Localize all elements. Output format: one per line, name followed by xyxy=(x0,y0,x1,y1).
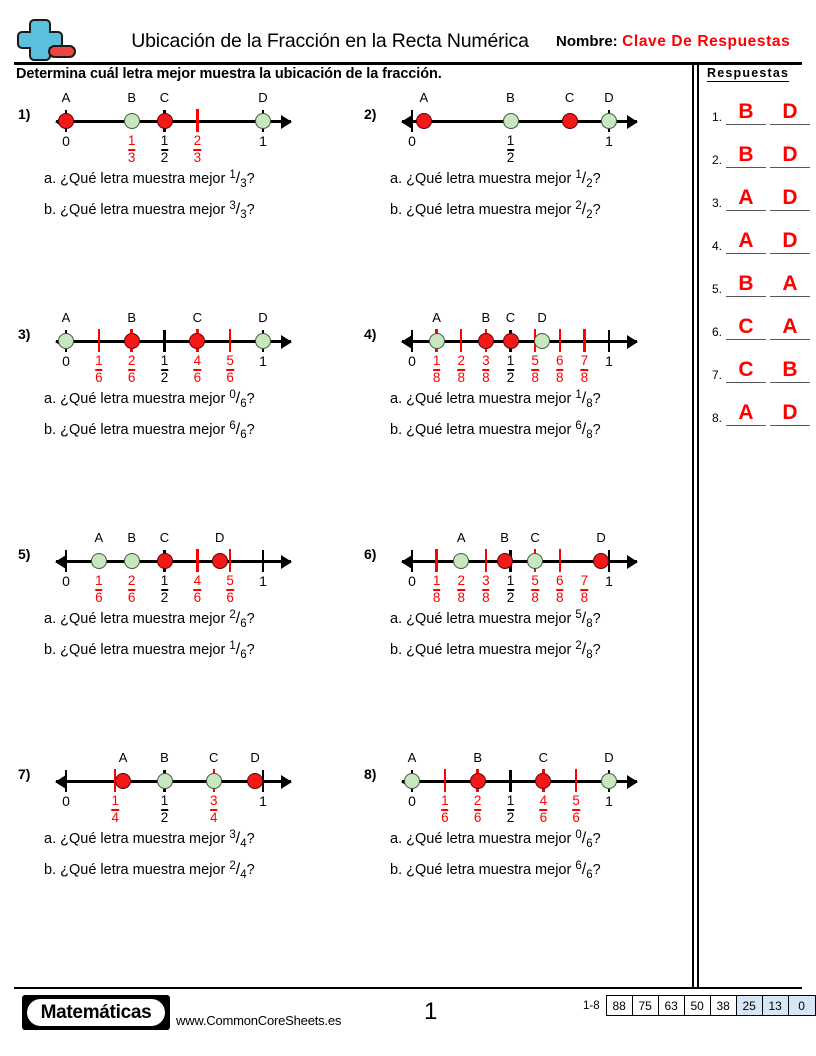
point-marker[interactable] xyxy=(124,113,140,129)
question-b: b. ¿Qué letra muestra mejor $^6/_6$? xyxy=(390,860,601,881)
tick-mark xyxy=(559,549,561,572)
tick-mark xyxy=(163,330,165,352)
tick-mark xyxy=(509,770,511,792)
tick-label: $\frac{4}{6}$ xyxy=(539,793,548,826)
tick-label: $\frac{1}{2}$ xyxy=(506,793,515,826)
point-letter: D xyxy=(604,750,614,765)
point-letter: D xyxy=(604,90,614,105)
point-marker[interactable] xyxy=(535,773,551,789)
answer-slot-b[interactable]: B xyxy=(770,359,810,383)
tick-label: $\frac{1}{2}$ xyxy=(160,793,169,826)
point-letter: C xyxy=(159,90,170,105)
inline-fraction: $^2/_4$ xyxy=(229,860,247,881)
tick-mark xyxy=(262,550,264,572)
inline-fraction: $^1/_2$ xyxy=(575,169,593,190)
tick-mark xyxy=(196,109,198,132)
problem-8 xyxy=(346,746,692,972)
tick-label: $\frac{5}{6}$ xyxy=(226,573,234,606)
number-line xyxy=(402,310,637,386)
point-letter: A xyxy=(118,750,128,765)
tick-label: 1 xyxy=(605,353,613,369)
tick-label: $\frac{3}{8}$ xyxy=(482,353,490,386)
answer-row xyxy=(707,125,816,168)
grading-scale-cell: 38 xyxy=(711,996,737,1015)
arrow-right-icon xyxy=(281,775,292,789)
answer-rows xyxy=(703,82,816,426)
instruction-text: Determina cuál letra mejor muestra la ubicación de la fracción. xyxy=(16,66,442,82)
tick-label: $\frac{1}{2}$ xyxy=(506,133,515,166)
problem-number: 5) xyxy=(18,546,31,562)
tick-label: 1 xyxy=(259,133,267,149)
point-marker[interactable] xyxy=(157,113,173,129)
name-field xyxy=(556,33,790,51)
subject-badge-label: Matemáticas xyxy=(27,999,165,1026)
point-marker[interactable] xyxy=(601,113,617,129)
tick-label: 0 xyxy=(62,133,70,149)
grading-scale-cell: 0 xyxy=(789,996,815,1015)
answer-row-number: 8. xyxy=(711,411,722,425)
question-b: b. ¿Qué letra muestra mejor $^6/_8$? xyxy=(390,420,601,441)
tick-label: $\frac{1}{2}$ xyxy=(506,573,515,606)
tick-label: 0 xyxy=(408,353,416,369)
point-letter: A xyxy=(456,530,466,545)
problem-number: 6) xyxy=(364,546,377,562)
tick-label: $\frac{7}{8}$ xyxy=(580,573,589,606)
tick-label: $\frac{4}{6}$ xyxy=(193,573,202,606)
point-letter: D xyxy=(250,750,260,765)
tick-label: $\frac{6}{8}$ xyxy=(555,353,564,386)
question-a: a. ¿Qué letra muestra mejor $^2/_6$? xyxy=(44,609,255,630)
point-marker[interactable] xyxy=(189,333,205,349)
answer-column-divider-right xyxy=(697,62,699,987)
point-marker[interactable] xyxy=(115,773,131,789)
problem-number: 7) xyxy=(18,766,31,782)
question-b: b. ¿Qué letra muestra mejor $^2/_4$? xyxy=(44,860,255,881)
tick-label: $\frac{5}{8}$ xyxy=(531,353,539,386)
point-marker[interactable] xyxy=(124,553,140,569)
tick-mark xyxy=(559,329,561,352)
point-marker[interactable] xyxy=(212,553,228,569)
tick-mark xyxy=(460,329,462,352)
inline-fraction: $^2/_6$ xyxy=(229,609,247,630)
tick-label: 1 xyxy=(259,793,267,809)
inline-fraction: $^3/_4$ xyxy=(229,829,247,850)
question-b: b. ¿Qué letra muestra mejor $^1/_6$? xyxy=(44,640,255,661)
tick-label: $\frac{1}{8}$ xyxy=(432,573,441,606)
tick-mark xyxy=(485,549,487,572)
subject-badge xyxy=(22,995,170,1030)
point-letter: A xyxy=(419,90,429,105)
number-line xyxy=(56,310,291,386)
point-letter: C xyxy=(209,750,219,765)
point-letter: B xyxy=(500,530,509,545)
question-a: a. ¿Qué letra muestra mejor $^0/_6$? xyxy=(44,389,255,410)
number-line xyxy=(56,530,291,606)
tick-label: $\frac{2}{3}$ xyxy=(193,133,202,166)
problem-5 xyxy=(0,526,346,746)
point-letter: A xyxy=(432,310,441,325)
tick-label: 1 xyxy=(259,353,267,369)
point-letter: C xyxy=(159,530,170,545)
problem-1 xyxy=(0,86,346,306)
tick-label: $\frac{6}{8}$ xyxy=(555,573,564,606)
question-b: b. ¿Qué letra muestra mejor $^6/_6$? xyxy=(44,420,255,441)
answer-slot-b[interactable]: D xyxy=(770,144,810,168)
tick-label: 0 xyxy=(62,573,70,589)
arrow-right-icon xyxy=(281,555,292,569)
point-letter: A xyxy=(407,750,417,765)
problem-4 xyxy=(346,306,692,526)
point-letter: B xyxy=(481,310,491,325)
name-value: Clave De Respuestas xyxy=(622,33,791,50)
tick-label: $\frac{5}{6}$ xyxy=(226,353,234,386)
answer-slot-a[interactable]: C xyxy=(726,316,766,340)
inline-fraction: $^6/_6$ xyxy=(229,420,247,441)
grading-scale-cell: 88 xyxy=(607,996,633,1015)
point-marker[interactable] xyxy=(593,553,609,569)
answer-slot-a[interactable]: B xyxy=(726,144,766,168)
tick-mark xyxy=(444,769,446,792)
question-a: a. ¿Qué letra muestra mejor $^3/_4$? xyxy=(44,829,255,850)
point-letter: C xyxy=(505,310,516,325)
arrow-right-icon xyxy=(281,115,292,129)
page-header xyxy=(0,0,816,63)
tick-label: $\frac{1}{6}$ xyxy=(95,353,103,386)
plus-minus-logo-icon xyxy=(14,18,80,62)
answer-row-number: 4. xyxy=(711,239,722,253)
point-letter: C xyxy=(530,530,540,545)
answer-row xyxy=(707,211,816,254)
footer-divider xyxy=(14,987,802,989)
problem-7 xyxy=(0,746,346,972)
point-marker[interactable] xyxy=(91,553,107,569)
arrow-right-icon xyxy=(627,115,638,129)
header-divider xyxy=(14,62,802,65)
problem-row xyxy=(0,86,692,306)
question-a: a. ¿Qué letra muestra mejor $^1/_3$? xyxy=(44,169,255,190)
answer-slot-b[interactable]: D xyxy=(770,187,810,211)
point-marker[interactable] xyxy=(453,553,469,569)
grading-scale-cell: 25 xyxy=(737,996,763,1015)
tick-label: 0 xyxy=(408,793,416,809)
tick-mark xyxy=(65,770,67,792)
number-line xyxy=(56,90,291,166)
grading-scale-cell: 63 xyxy=(659,996,685,1015)
number-line xyxy=(402,750,637,826)
tick-label: $\frac{5}{6}$ xyxy=(572,793,580,826)
grading-scale-range: 1-8 xyxy=(583,999,600,1012)
answer-slot-a[interactable]: B xyxy=(726,101,766,125)
tick-mark xyxy=(229,549,231,572)
point-letter: A xyxy=(61,310,71,325)
arrow-right-icon xyxy=(627,555,638,569)
website-url: www.CommonCoreSheets.es xyxy=(176,1013,342,1028)
point-marker[interactable] xyxy=(527,553,543,569)
grading-scale-cell: 13 xyxy=(763,996,789,1015)
inline-fraction: $^1/_6$ xyxy=(229,640,247,661)
inline-fraction: $^1/_3$ xyxy=(229,169,247,190)
tick-label: 1 xyxy=(259,573,267,589)
point-marker[interactable] xyxy=(124,333,140,349)
tick-label: $\frac{1}{2}$ xyxy=(160,573,169,606)
arrow-right-icon xyxy=(627,775,638,789)
point-letter: B xyxy=(127,90,136,105)
point-letter: A xyxy=(94,530,104,545)
answer-column-divider-left xyxy=(692,62,694,987)
tick-label: $\frac{2}{8}$ xyxy=(457,573,466,606)
point-letter: B xyxy=(160,750,169,765)
tick-label: $\frac{1}{3}$ xyxy=(127,133,136,166)
tick-label: $\frac{2}{6}$ xyxy=(127,573,136,606)
point-letter: D xyxy=(537,310,547,325)
inline-fraction: $^1/_8$ xyxy=(575,389,593,410)
tick-label: $\frac{1}{2}$ xyxy=(160,133,169,166)
problem-number: 1) xyxy=(18,106,31,122)
tick-label: 1 xyxy=(605,573,613,589)
tick-label: $\frac{7}{8}$ xyxy=(580,353,589,386)
point-letter: D xyxy=(258,310,268,325)
problem-row xyxy=(0,526,692,746)
answer-slot-b[interactable]: A xyxy=(770,273,810,297)
answer-row-number: 3. xyxy=(711,196,722,210)
tick-label: 0 xyxy=(408,573,416,589)
inline-fraction: $^2/_8$ xyxy=(575,640,593,661)
inline-fraction: $^6/_8$ xyxy=(575,420,593,441)
point-letter: B xyxy=(506,90,515,105)
problem-number: 4) xyxy=(364,326,377,342)
tick-label: 0 xyxy=(62,353,70,369)
answer-row xyxy=(707,340,816,383)
tick-mark xyxy=(196,549,198,572)
tick-label: 0 xyxy=(62,793,70,809)
problem-row xyxy=(0,306,692,526)
number-line xyxy=(56,750,291,826)
tick-label: 1 xyxy=(605,793,613,809)
answer-key-title: Respuestas xyxy=(707,66,790,80)
tick-label: $\frac{2}{8}$ xyxy=(457,353,466,386)
point-marker[interactable] xyxy=(497,553,513,569)
point-marker[interactable] xyxy=(157,773,173,789)
answer-slot-b[interactable]: D xyxy=(770,101,810,125)
answer-slot-b[interactable]: D xyxy=(770,230,810,254)
answer-slot-b[interactable]: D xyxy=(770,402,810,426)
tick-mark xyxy=(575,769,577,792)
point-marker[interactable] xyxy=(404,773,420,789)
point-marker[interactable] xyxy=(503,333,519,349)
question-a: a. ¿Qué letra muestra mejor $^1/_8$? xyxy=(390,389,601,410)
point-marker[interactable] xyxy=(478,333,494,349)
question-a: a. ¿Qué letra muestra mejor $^0/_6$? xyxy=(390,829,601,850)
page-number: 1 xyxy=(424,998,438,1025)
answer-row-number: 6. xyxy=(711,325,722,339)
tick-label: $\frac{1}{8}$ xyxy=(432,353,441,386)
answer-row-number: 1. xyxy=(711,110,722,124)
point-marker[interactable] xyxy=(429,333,445,349)
problem-row xyxy=(0,746,692,972)
tick-mark xyxy=(411,550,413,572)
tick-mark xyxy=(411,110,413,132)
arrow-right-icon xyxy=(281,335,292,349)
question-a: a. ¿Qué letra muestra mejor $^1/_2$? xyxy=(390,169,601,190)
problem-6 xyxy=(346,526,692,746)
problem-number: 2) xyxy=(364,106,377,122)
point-letter: B xyxy=(473,750,482,765)
problem-number: 3) xyxy=(18,326,31,342)
tick-mark xyxy=(65,550,67,572)
number-line xyxy=(402,90,637,166)
number-line xyxy=(402,530,637,606)
inline-fraction: $^5/_8$ xyxy=(575,609,593,630)
tick-label: $\frac{3}{8}$ xyxy=(482,573,490,606)
answer-slot-a[interactable]: A xyxy=(726,187,766,211)
point-letter: B xyxy=(127,530,136,545)
answer-row xyxy=(707,383,816,426)
answer-slot-a[interactable]: B xyxy=(726,273,766,297)
tick-label: $\frac{4}{6}$ xyxy=(193,353,202,386)
tick-label: $\frac{2}{6}$ xyxy=(127,353,136,386)
answer-slot-a[interactable]: C xyxy=(726,359,766,383)
tick-label: $\frac{1}{2}$ xyxy=(160,353,169,386)
point-marker[interactable] xyxy=(247,773,263,789)
point-letter: C xyxy=(192,310,203,325)
tick-label: $\frac{1}{2}$ xyxy=(506,353,515,386)
question-b: b. ¿Qué letra muestra mejor $^2/_2$? xyxy=(390,200,601,221)
tick-mark xyxy=(435,549,437,572)
answer-slot-a[interactable]: A xyxy=(726,402,766,426)
answer-key-panel xyxy=(703,64,816,426)
tick-label: $\frac{1}{6}$ xyxy=(95,573,103,606)
point-marker[interactable] xyxy=(255,333,271,349)
grading-scale xyxy=(583,995,816,1016)
point-letter: C xyxy=(564,90,575,105)
inline-fraction: $^0/_6$ xyxy=(575,829,593,850)
answer-row xyxy=(707,297,816,340)
answer-row xyxy=(707,82,816,125)
tick-label: $\frac{1}{4}$ xyxy=(111,793,120,826)
arrow-right-icon xyxy=(627,335,638,349)
point-letter: D xyxy=(258,90,268,105)
problem-3 xyxy=(0,306,346,526)
question-b: b. ¿Qué letra muestra mejor $^3/_3$? xyxy=(44,200,255,221)
tick-mark xyxy=(411,330,413,352)
inline-fraction: $^2/_2$ xyxy=(575,200,593,221)
point-letter: D xyxy=(596,530,606,545)
tick-label: 0 xyxy=(408,133,416,149)
point-marker[interactable] xyxy=(58,113,74,129)
answer-row-number: 2. xyxy=(711,153,722,167)
page-title: Ubicación de la Fracción en la Recta Numérica xyxy=(131,30,529,52)
point-marker[interactable] xyxy=(157,553,173,569)
answer-row-number: 7. xyxy=(711,368,722,382)
point-marker[interactable] xyxy=(58,333,74,349)
inline-fraction: $^3/_3$ xyxy=(229,200,247,221)
tick-mark xyxy=(229,329,231,352)
point-marker[interactable] xyxy=(534,333,550,349)
problem-grid xyxy=(0,86,692,972)
point-marker[interactable] xyxy=(416,113,432,129)
answer-slot-b[interactable]: A xyxy=(770,316,810,340)
point-marker[interactable] xyxy=(601,773,617,789)
tick-label: 1 xyxy=(605,133,613,149)
inline-fraction: $^6/_6$ xyxy=(575,860,593,881)
tick-label: $\frac{2}{6}$ xyxy=(473,793,482,826)
point-letter: A xyxy=(61,90,71,105)
point-letter: C xyxy=(538,750,549,765)
question-b: b. ¿Qué letra muestra mejor $^2/_8$? xyxy=(390,640,601,661)
grading-scale-cells xyxy=(606,995,816,1016)
point-letter: D xyxy=(214,530,225,545)
answer-row xyxy=(707,168,816,211)
question-a: a. ¿Qué letra muestra mejor $^5/_8$? xyxy=(390,609,601,630)
tick-label: $\frac{3}{4}$ xyxy=(209,793,218,826)
answer-slot-a[interactable]: A xyxy=(726,230,766,254)
answer-row xyxy=(707,254,816,297)
answer-row-number: 5. xyxy=(711,282,722,296)
tick-label: $\frac{1}{6}$ xyxy=(441,793,449,826)
point-marker[interactable] xyxy=(503,113,519,129)
tick-label: $\frac{5}{8}$ xyxy=(531,573,539,606)
point-marker[interactable] xyxy=(255,113,271,129)
tick-mark xyxy=(583,329,585,352)
tick-mark xyxy=(98,329,100,352)
grading-scale-cell: 50 xyxy=(685,996,711,1015)
grading-scale-cell: 75 xyxy=(633,996,659,1015)
problem-2 xyxy=(346,86,692,306)
point-marker[interactable] xyxy=(562,113,578,129)
tick-mark xyxy=(608,330,610,352)
point-letter: B xyxy=(127,310,136,325)
inline-fraction: $^0/_6$ xyxy=(229,389,247,410)
name-label: Nombre: xyxy=(556,33,618,50)
point-marker[interactable] xyxy=(470,773,486,789)
point-marker[interactable] xyxy=(206,773,222,789)
problem-number: 8) xyxy=(364,766,377,782)
